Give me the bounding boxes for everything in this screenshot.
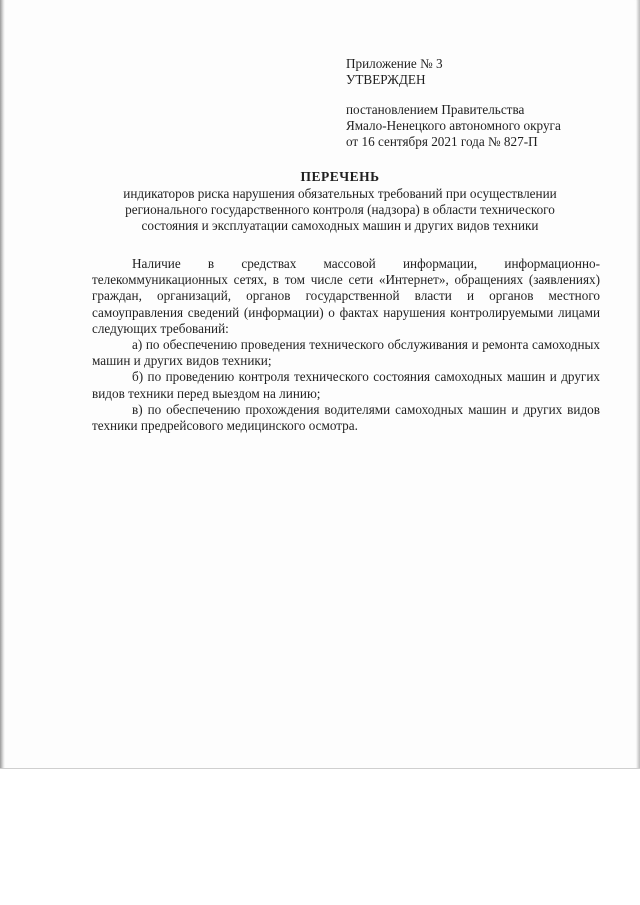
- appendix-number: Приложение № 3: [346, 56, 443, 71]
- approved-label: УТВЕРЖДЕН: [346, 72, 426, 87]
- item-c-paragraph: в) по обеспечению прохождения водителями самоходных машин и других видов техники предрейсового медицинского осмотра.: [92, 401, 600, 434]
- subtitle-line-3: состояния и эксплуатации самоходных машин и других видов техники: [141, 218, 539, 233]
- resolution-line: постановлением Правительства: [346, 102, 525, 117]
- government-line: Ямало-Ненецкого автономного округа: [346, 118, 561, 133]
- resolution-date-line: от 16 сентября 2021 года № 827-П: [346, 134, 538, 149]
- item-b-paragraph: б) по проведению контроля технического состояния самоходных машин и других видов техники перед выездом на линию;: [92, 369, 600, 401]
- document-subtitle: [80, 186, 600, 234]
- item-a-paragraph: а) по обеспечению проведения технического обслуживания и ремонта самоходных машин и других видов техники;: [92, 337, 600, 369]
- intro-paragraph: Наличие в средствах массовой информации, информационно-телекоммуникационных сетях, в том числе сети «Интернет», обращениях (заявлениях) граждан, организаций, органов государственной власти и органов местного самоуправления сведений (информации) о фактах нарушения контролируемыми лицами следующих требований:: [92, 256, 600, 336]
- document-body: [92, 256, 600, 434]
- document-title: ПЕРЕЧЕНЬ: [300, 169, 380, 184]
- scan-edge-left: [0, 0, 5, 768]
- scan-edge-right: [636, 0, 640, 768]
- subtitle-line-1: индикаторов риска нарушения обязательных требований при осуществлении: [123, 186, 557, 201]
- approval-block: [346, 56, 606, 150]
- subtitle-line-2: регионального государственного контроля (надзора) в области технического: [125, 202, 555, 217]
